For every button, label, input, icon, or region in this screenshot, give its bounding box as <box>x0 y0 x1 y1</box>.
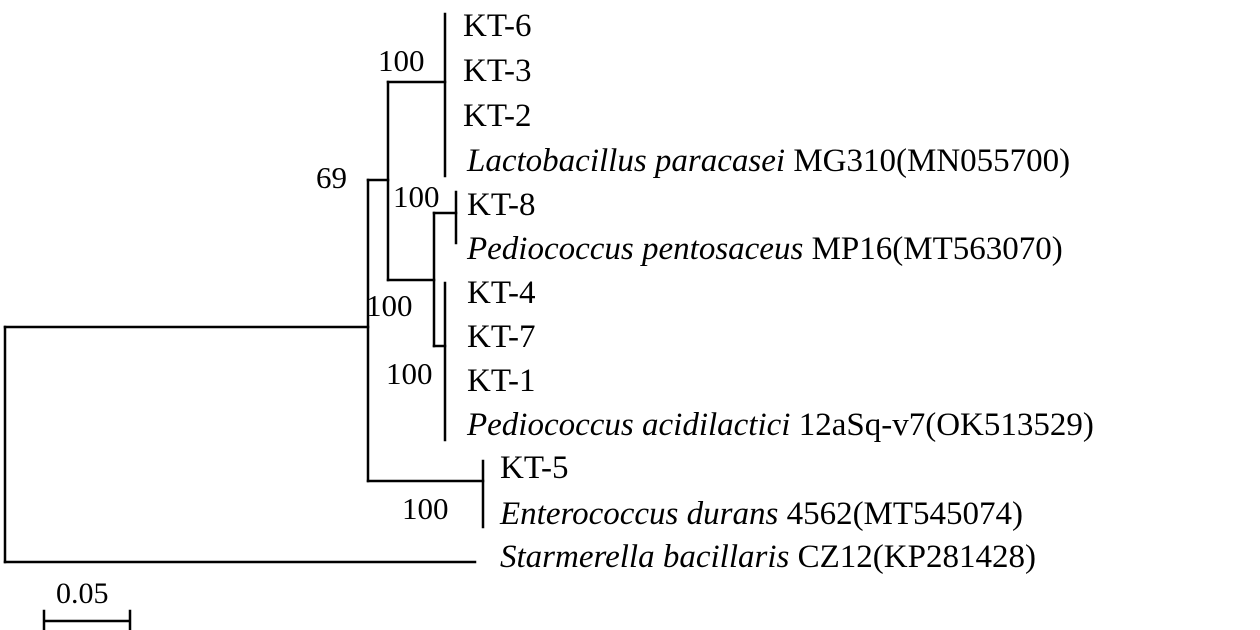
leaf-pediococcus-acidilactici <box>466 407 1094 443</box>
species-name: Pediococcus pentosaceus <box>467 231 804 267</box>
leaf-kt1: KT-1 <box>467 363 536 399</box>
support-lactobacillus-clade: 100 <box>378 43 425 78</box>
leaf-kt4: KT-4 <box>467 275 536 311</box>
strain-accession: CZ12(KP281428) <box>789 539 1036 575</box>
leaf-kt7: KT-7 <box>467 319 536 355</box>
species-name: Starmerella bacillaris <box>500 539 790 575</box>
leaf-enterococcus-durans <box>499 496 1023 532</box>
scale-bar-label: 0.05 <box>56 577 109 610</box>
support-values <box>316 43 449 526</box>
leaf-kt2: KT-2 <box>463 98 532 134</box>
scale-bar <box>44 577 130 629</box>
support-acidilactici-clade: 100 <box>386 356 433 391</box>
leaf-kt6: KT-6 <box>463 8 532 44</box>
leaf-lactobacillus-paracasei <box>466 143 1070 179</box>
leaf-pediococcus-pentosaceus <box>466 231 1063 267</box>
support-enterococcus-clade: 100 <box>402 491 449 526</box>
support-lab-clade: 69 <box>316 160 347 195</box>
strain-accession: 4562(MT545074) <box>778 496 1024 532</box>
leaf-kt3: KT-3 <box>463 53 532 89</box>
strain-accession: MG310(MN055700) <box>785 143 1071 179</box>
species-name: Pediococcus acidilactici <box>467 407 791 443</box>
strain-accession: 12aSq-v7(OK513529) <box>790 407 1094 443</box>
leaf-kt8: KT-8 <box>467 187 536 223</box>
leaf-starmerella-bacillaris <box>500 539 1036 575</box>
species-name: Lactobacillus paracasei <box>467 143 786 179</box>
species-name: Enterococcus durans <box>500 496 779 532</box>
scale-bar-line <box>44 611 130 629</box>
leaf-kt5: KT-5 <box>500 450 569 486</box>
support-pediococcus-clade: 100 <box>366 288 413 323</box>
leaf-labels <box>463 8 1094 575</box>
strain-accession: MP16(MT563070) <box>803 231 1063 267</box>
support-pentosaceus-clade: 100 <box>393 179 440 214</box>
